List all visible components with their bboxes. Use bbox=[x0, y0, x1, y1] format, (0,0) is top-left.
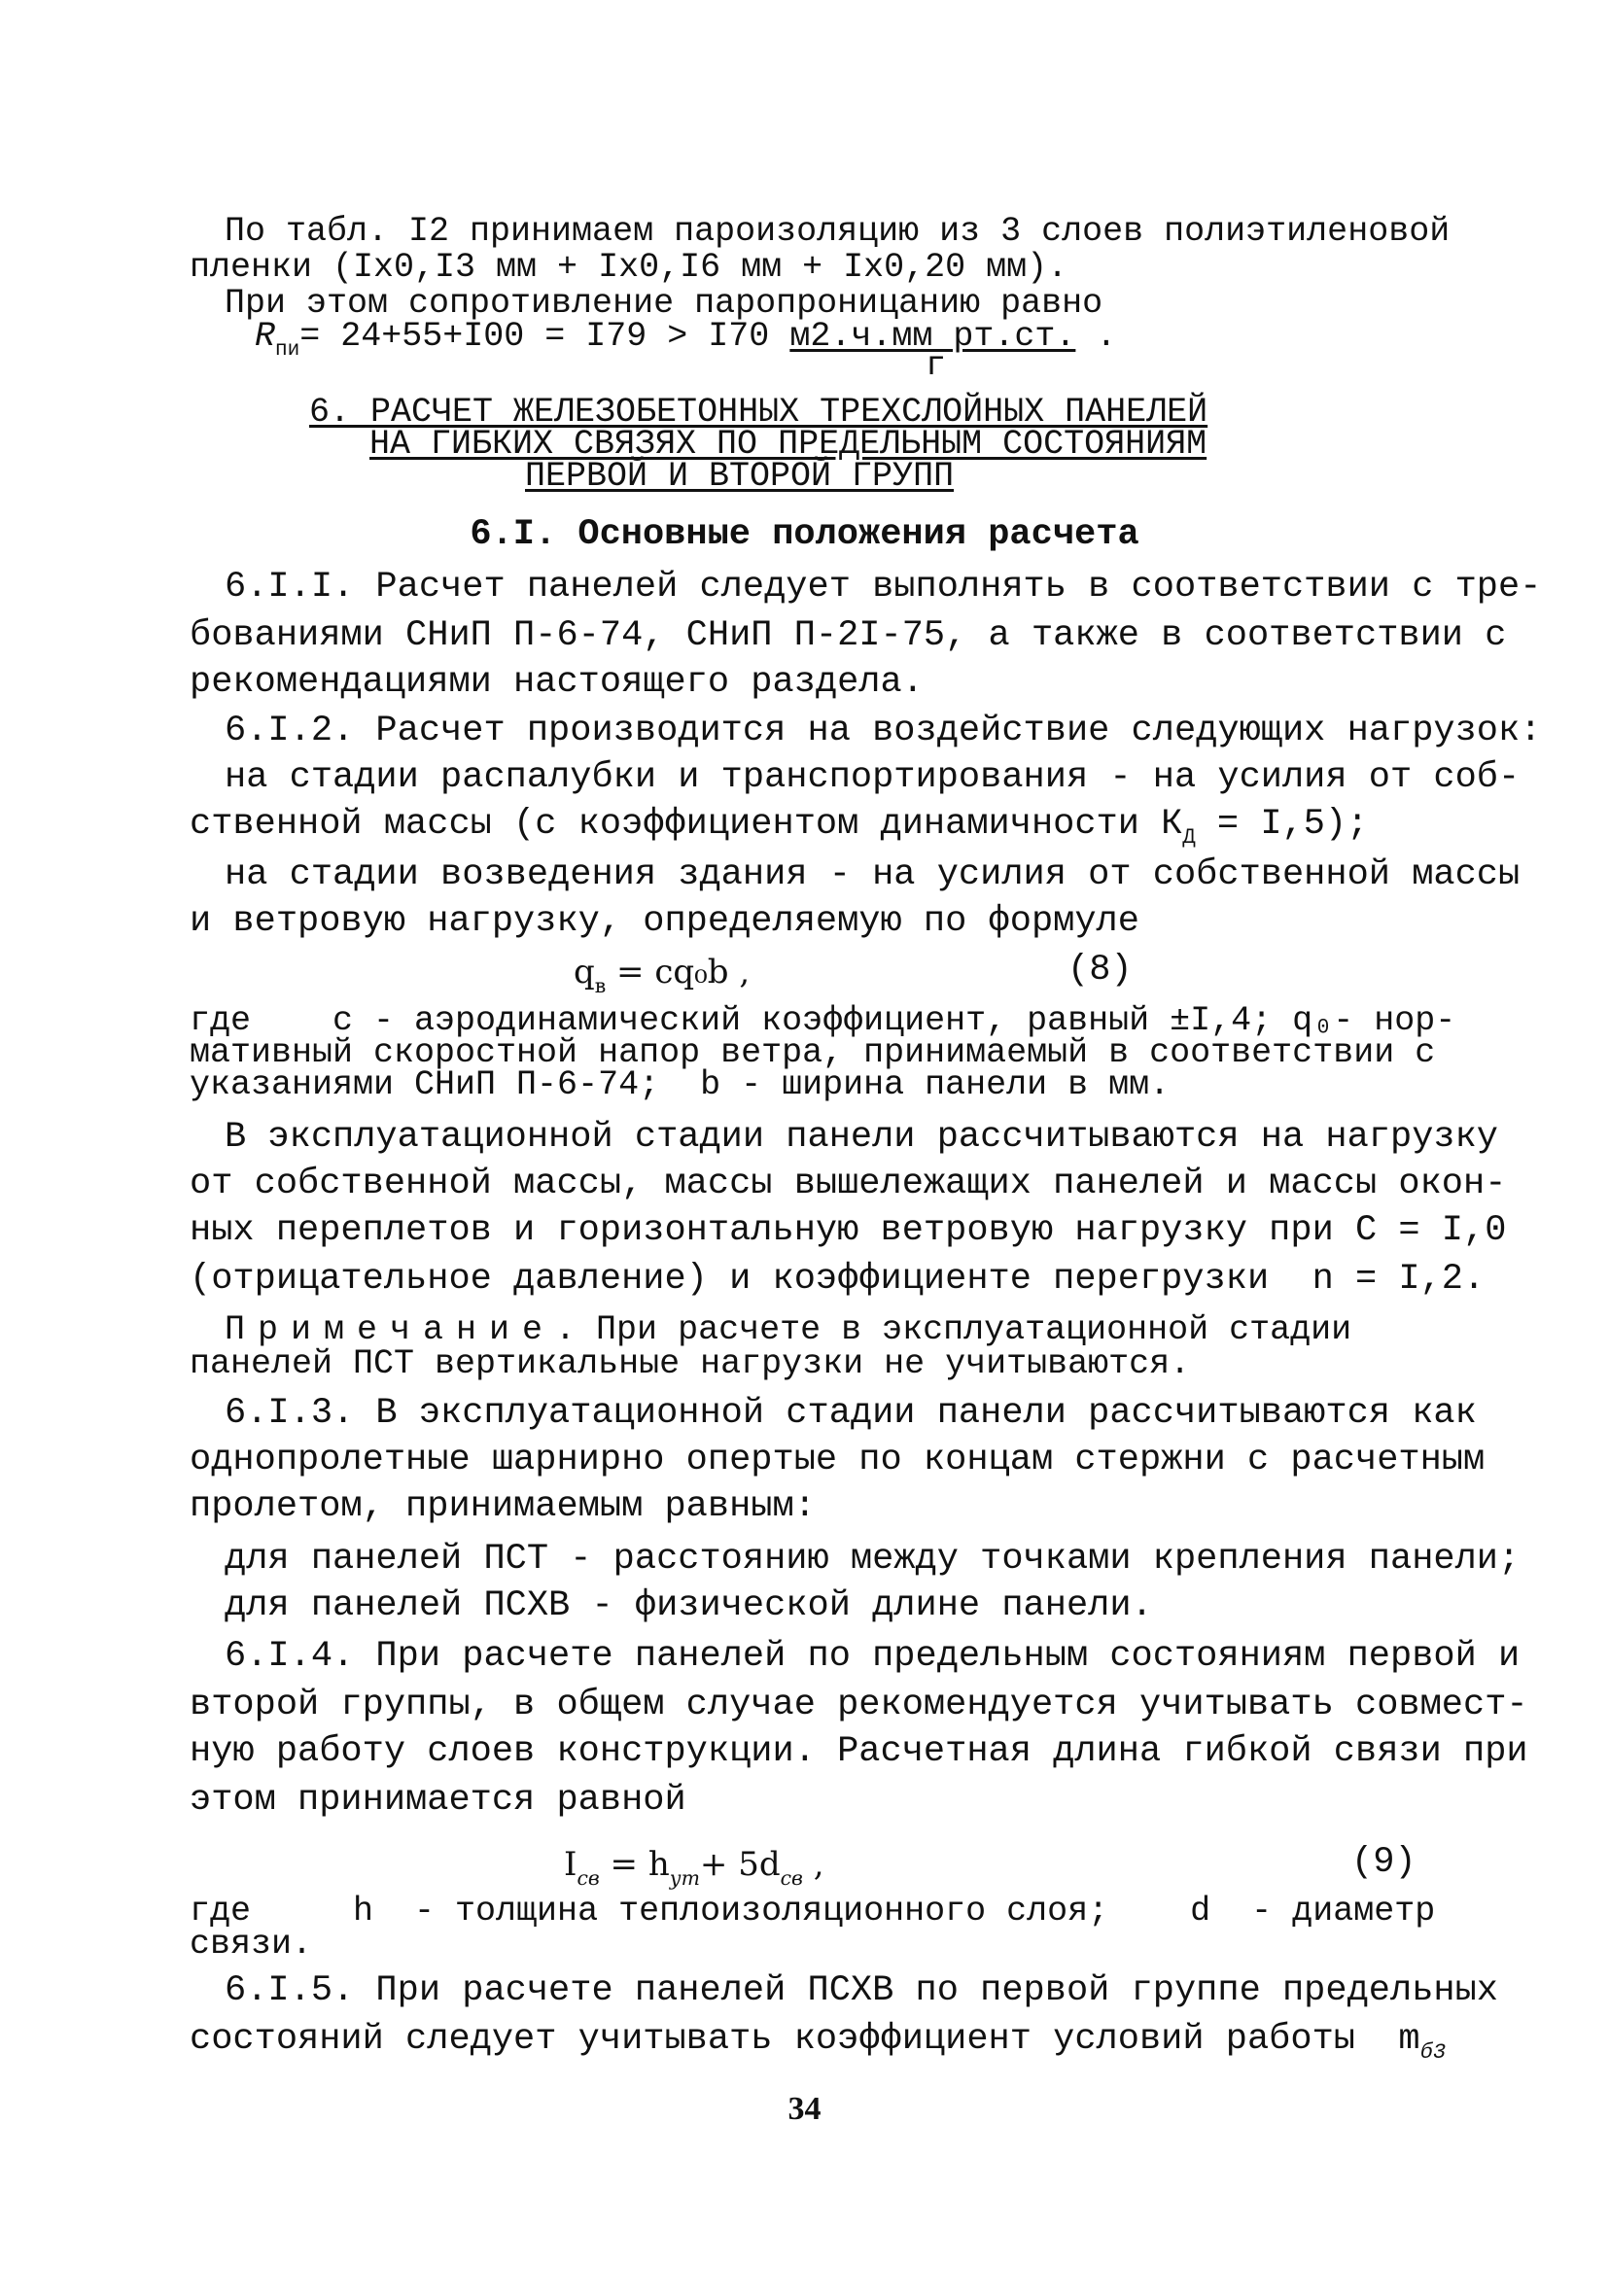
r-symbol: R bbox=[255, 317, 276, 356]
text-line: однопролетные шарнирно опертые по концам стержни с расчетным bbox=[190, 1440, 1486, 1480]
text-line: от собственной массы, массы вышележащих панелей и массы окон- bbox=[190, 1164, 1507, 1204]
formula-body: = cq₀b , bbox=[606, 953, 751, 991]
text-line: где h - толщина теплоизоляционного слоя; d - диаметр bbox=[190, 1892, 1436, 1931]
formula-number: (8) bbox=[1067, 950, 1133, 991]
equation-line bbox=[255, 317, 1116, 370]
text-line: 6.I.4. При расчете панелей по предельным состояниям первой и bbox=[225, 1636, 1521, 1677]
formula-number: (9) bbox=[1351, 1842, 1417, 1883]
equation-end: . bbox=[1075, 317, 1117, 356]
units-denominator: г bbox=[926, 346, 947, 385]
text-line: 6.I.I. Расчет панелей следует выполнять в соответствии с тре- bbox=[225, 567, 1542, 608]
formula-8 bbox=[574, 951, 750, 1007]
text-line: на стадии возведения здания - на усилия от собственной массы bbox=[225, 854, 1521, 895]
text-line: мативный скоростной напор ветра, принимаемый в соответствии с bbox=[190, 1033, 1436, 1072]
k-subscript: Д bbox=[1182, 825, 1196, 850]
l-symbol: I bbox=[564, 1845, 577, 1884]
note-line: панелей ПСТ вертикальные нагрузки не учитываются. bbox=[190, 1344, 1191, 1383]
l-subscript: св bbox=[577, 1866, 600, 1890]
text-line: второй группы, в общем случае рекомендуется учитывать совмест- bbox=[190, 1685, 1528, 1725]
q-symbol: q bbox=[574, 953, 595, 991]
text-line: на стадии распалубки и транспортирования - на усилия от соб- bbox=[225, 757, 1521, 798]
text-line: пленки (Iх0,I3 мм + Iх0,I6 мм + Iх0,20 мм). bbox=[190, 248, 1068, 287]
text-line: этом принимается равной bbox=[190, 1780, 686, 1821]
h-subscript: ут bbox=[669, 1866, 700, 1890]
section-heading: НА ГИБКИХ СВЯЗЯХ ПО ПРЕДЕЛЬНЫМ СОСТОЯНИЯМ bbox=[369, 425, 1207, 464]
h-symbol: h bbox=[647, 1845, 670, 1884]
equation-body: = 24+55+I00 = I79 > I70 bbox=[299, 317, 790, 356]
units-numerator: м2.ч.мм рт.ст. bbox=[789, 317, 1076, 356]
text-run: состояний следует учитывать коэффициент условий работы m bbox=[190, 2019, 1420, 2060]
text-line: 6.I.2. Расчет производится на воздействие следующих нагрузок: bbox=[225, 711, 1542, 751]
text-line: где с - аэродинамический коэффициент, равный ±I,4; q₀- нор- bbox=[190, 1001, 1456, 1040]
text-line: указаниями СНиП П-6-74; b - ширина панели в мм. bbox=[190, 1065, 1171, 1104]
note-line bbox=[225, 1310, 1351, 1349]
text-line bbox=[190, 803, 1368, 859]
r-subscript: пи bbox=[275, 339, 300, 362]
subsection-title: 6.I. Основные положения расчета bbox=[470, 514, 1139, 555]
text-run: ственной массы (с коэффициентом динамичности К bbox=[190, 804, 1183, 845]
section-heading: ПЕРВОЙ И ВТОРОЙ ГРУПП bbox=[525, 457, 955, 496]
text-line: и ветровую нагрузку, определяемую по формуле bbox=[190, 901, 1139, 942]
text-line: При этом сопротивление паропроницанию равно bbox=[225, 284, 1103, 323]
text-line bbox=[190, 2018, 1446, 2074]
text-line: 6.I.3. В эксплуатационной стадии панели рассчитываются как bbox=[225, 1393, 1477, 1434]
text-run: = I,5); bbox=[1195, 804, 1369, 845]
formula-eq: = bbox=[599, 1845, 648, 1884]
q-subscript: в bbox=[594, 974, 607, 997]
page-number: 34 bbox=[787, 2091, 822, 2127]
text-line: В эксплуатационной стадии панели рассчитываются на нагрузку bbox=[225, 1117, 1499, 1158]
text-line: для панелей ПСХВ - физической длине панели. bbox=[225, 1585, 1153, 1626]
text-line: По табл. I2 принимаем пароизоляцию из 3 слоев полиэтиленовой bbox=[225, 212, 1451, 251]
note-text: . При расчете в эксплуатационной стадии bbox=[555, 1310, 1352, 1349]
formula-end: , bbox=[802, 1845, 824, 1884]
text-line: бованиями СНиП П-6-74, СНиП П-2I-75, а также в соответствии с bbox=[190, 615, 1507, 656]
text-line: 6.I.5. При расчете панелей ПСХВ по первой группе предельных bbox=[225, 1970, 1499, 2011]
formula-plus: + 5d bbox=[699, 1845, 781, 1884]
section-heading: 6. РАСЧЕТ ЖЕЛЕЗОБЕТОННЫХ ТРЕХСЛОЙНЫХ ПАНЕЛЕЙ bbox=[309, 393, 1208, 432]
text-line: ных переплетов и горизонтальную ветровую нагрузку при С = I,0 bbox=[190, 1210, 1507, 1251]
m-subscript: б3 bbox=[1419, 2040, 1447, 2065]
note-label: Примечание bbox=[225, 1310, 556, 1349]
text-line: рекомендациями настоящего раздела. bbox=[190, 662, 924, 703]
text-line: связи. bbox=[190, 1925, 313, 1964]
text-line: (отрицательное давление) и коэффициенте перегрузки n = I,2. bbox=[190, 1259, 1486, 1300]
d-subscript: св bbox=[780, 1866, 803, 1890]
text-line: пролетом, принимаемым равным: bbox=[190, 1486, 816, 1527]
text-line: для панелей ПСТ - расстоянию между точками крепления панели; bbox=[225, 1539, 1521, 1580]
text-line: ную работу слоев конструкции. Расчетная длина гибкой связи при bbox=[190, 1731, 1528, 1772]
